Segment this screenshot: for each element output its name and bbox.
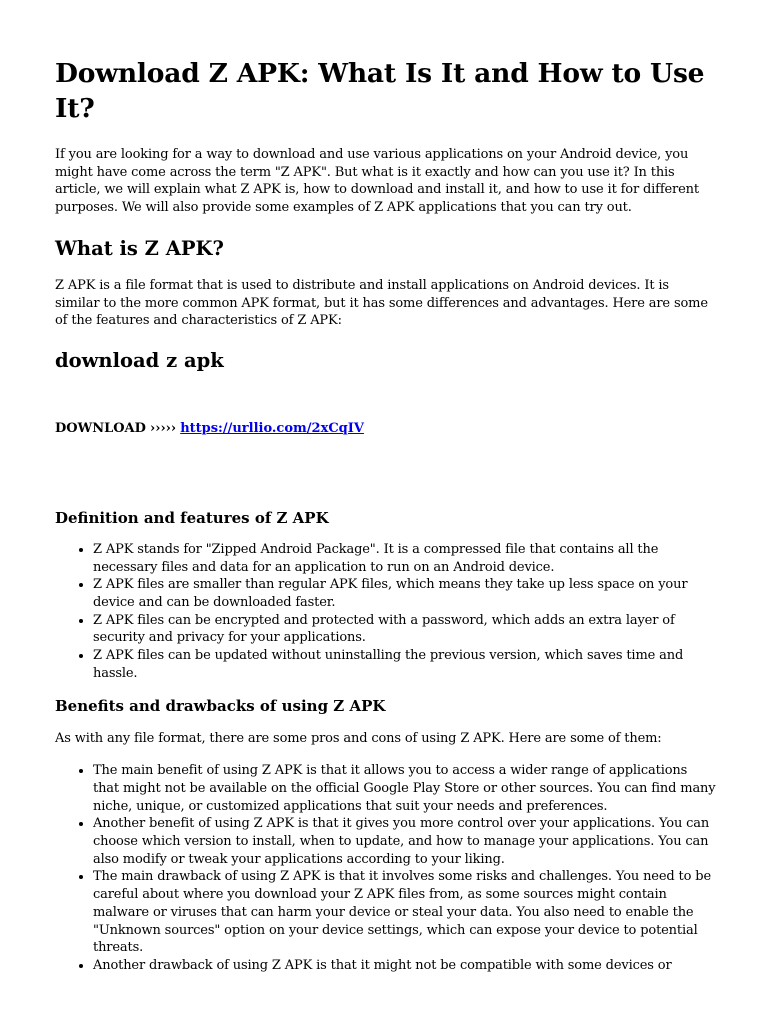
list-item: • Z APK files can be encrypted and protected with a password, which adds an extra layer of security and privacy for your applications. <box>93 612 717 647</box>
download-heading: download z apk <box>55 348 224 372</box>
download-line <box>55 420 717 438</box>
list-item: • Another benefit of using Z APK is that it gives you more control over your applications. You can choose which version to install, when to update, and how to manage your applications. You can also modify or tweak your applications according to your liking. <box>93 815 717 868</box>
list-item: • Z APK stands for "Zipped Android Package". It is a compressed file that contains all the necessary files and data for an application to run on an Android device. <box>93 541 717 576</box>
intro-paragraph: If you are looking for a way to download and use various applications on your Android device, you might have come across the term "Z APK". But what is it exactly and how can you use it? In this article, we will explain what Z APK is, how to download and install it, and how to use it for different purposes. We will also provide some examples of Z APK applications that you can try out. <box>55 147 699 216</box>
section-heading-benefits: Benefits and drawbacks of using Z APK <box>55 696 386 715</box>
what-is-paragraph: Z APK is a file format that is used to distribute and install applications on Android devices. It is similar to the more common APK format, but it has some differences and advantages. Here are some of the features and characteristics of Z APK: <box>55 277 708 329</box>
document-page <box>55 56 717 975</box>
download-label: DOWNLOAD <box>55 420 146 436</box>
benefits-list <box>55 762 717 974</box>
page-title: Download Z APK: What Is It and How to Use It? <box>55 58 705 124</box>
list-item: • Another drawback of using Z APK is that it might not be compatible with some devices or <box>93 957 717 975</box>
list-item: • The main benefit of using Z APK is that it allows you to access a wider range of applications that might not be available on the official Google Play Store or other sources. You can find many niche, unique, or customized applications that suit your needs and preferences. <box>93 762 717 815</box>
section-heading-what-is: What is Z APK? <box>55 236 224 260</box>
section-heading-definition: Definition and features of Z APK <box>55 508 329 527</box>
benefits-intro: As with any file format, there are some pros and cons of using Z APK. Here are some of them: <box>55 730 662 746</box>
list-item: • The main drawback of using Z APK is that it involves some risks and challenges. You need to be careful about where you download your Z APK files from, as some sources might contain malware or viruses that can harm your device or steal your data. You also need to enable the "Unknown sources" option on your device settings, which can expose your device to potential threats. <box>93 868 717 957</box>
download-link[interactable]: https://urllio.com/2xCqIV <box>180 420 364 436</box>
list-item: • Z APK files can be updated without uninstalling the previous version, which saves time and hassle. <box>93 647 717 682</box>
list-item: • Z APK files are smaller than regular APK files, which means they take up less space on your device and can be downloaded faster. <box>93 576 717 611</box>
definition-list <box>55 541 717 683</box>
download-arrows: ››››› <box>150 420 177 436</box>
